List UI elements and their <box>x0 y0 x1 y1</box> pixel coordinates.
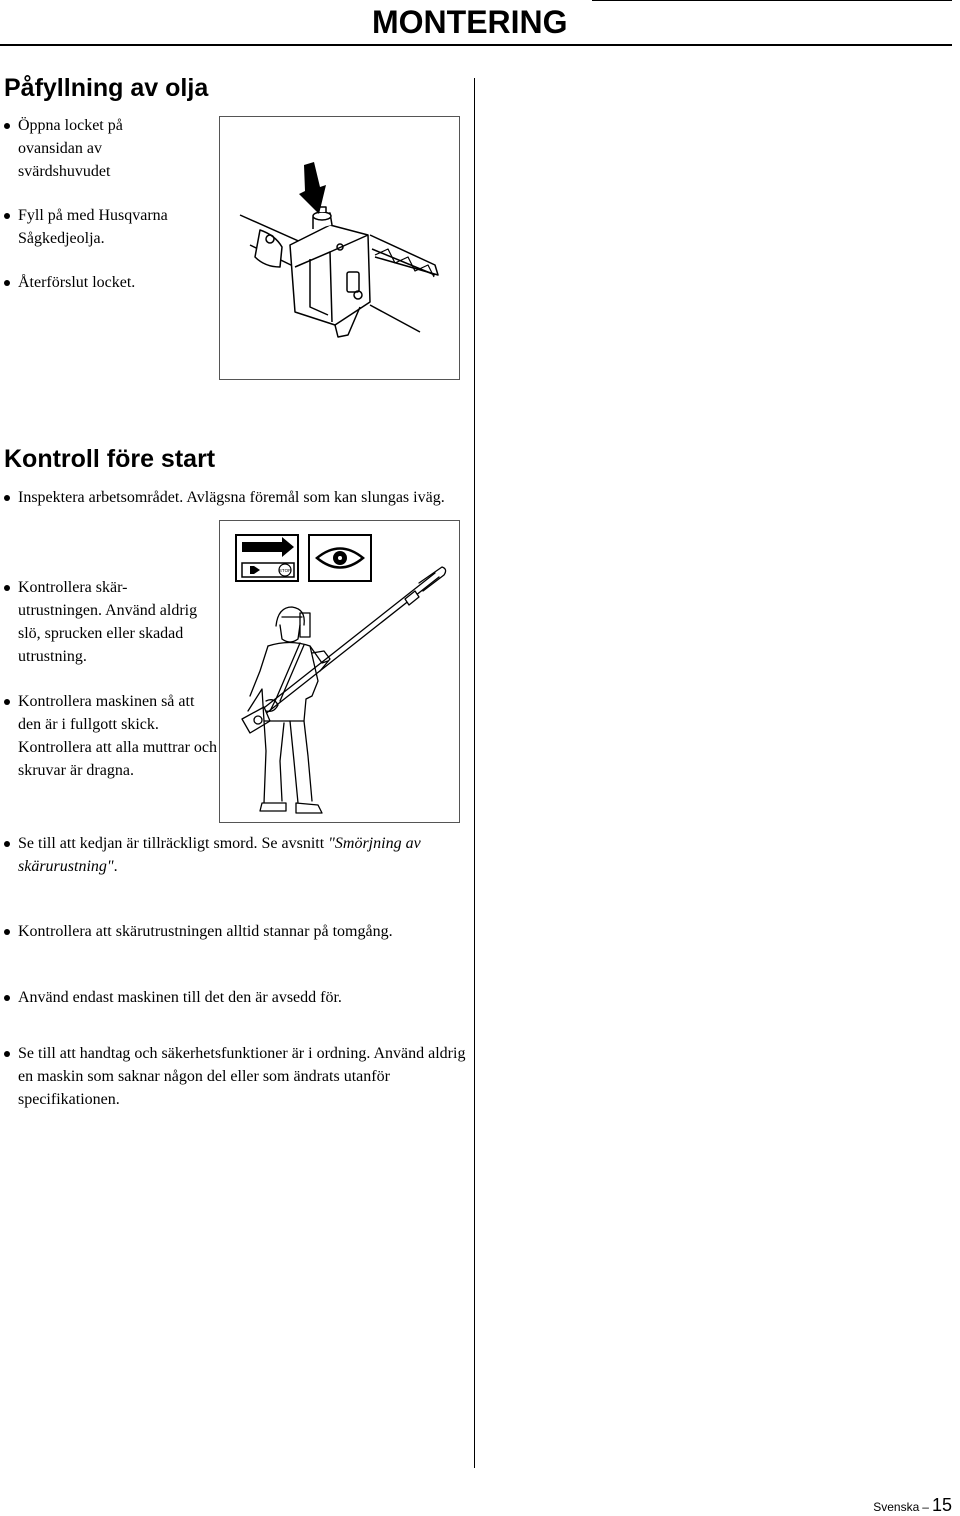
list-item: Kontrollera skär-utrustningen. Använd aldrig slö, sprucken eller skadad utrustning. <box>0 576 208 668</box>
list-item: Fyll på med Husqvarna Sågkedjeolja. <box>0 204 208 250</box>
page-section-title: MONTERING <box>372 4 568 40</box>
check-list-top <box>0 486 478 509</box>
pre-start-check-illustration <box>219 520 460 823</box>
oil-fill-illustration <box>219 116 460 380</box>
lubrication-reference: "Smörjning av skärurustning" <box>18 835 421 875</box>
operator-figure <box>242 567 446 813</box>
check-list-narrow <box>0 576 218 782</box>
oil-cap-arrow-icon <box>220 117 459 379</box>
check-list-bottom <box>0 920 478 1111</box>
footer-dash: – <box>922 1500 929 1514</box>
list-item: Öppna locket på ovansidan av svärdshuvudet <box>0 114 168 183</box>
oil-section-heading: Påfyllning av olja <box>4 74 209 102</box>
page-number: 15 <box>931 1495 952 1515</box>
check-list-lubrication <box>0 832 478 878</box>
eye-protection-icon <box>309 535 371 581</box>
oil-steps-list <box>0 114 208 294</box>
header-top-rule <box>592 0 952 1</box>
page-footer <box>873 1495 952 1516</box>
svg-text:STOP: STOP <box>278 568 292 573</box>
footer-language: Svenska <box>873 1500 920 1514</box>
stop-switch-icon <box>236 535 298 581</box>
lubrication-suffix: . <box>113 858 118 875</box>
list-item: Kontrollera maskinen så att den är i fullgott skick. Kontrollera att alla muttrar och skruvar är dragna. <box>0 690 218 782</box>
check-section-heading: Kontroll före start <box>4 445 216 473</box>
list-item: Se till att handtag och säkerhetsfunktioner är i ordning. Använd aldrig en maskin som saknar någon del eller som ändrats utanför specifikationen. <box>0 1042 478 1111</box>
header-rule <box>0 44 952 46</box>
list-item: Kontrollera att skärutrustningen alltid stannar på tomgång. <box>0 920 478 943</box>
lubrication-text: Se till att kedjan är tillräckligt smord. Se avsnitt <box>18 835 329 852</box>
list-item: Använd endast maskinen till det den är avsedd för. <box>0 986 478 1009</box>
list-item <box>0 832 478 878</box>
list-item: Inspektera arbetsområdet. Avlägsna föremål som kan slungas iväg. <box>0 486 478 509</box>
column-divider <box>474 78 475 1468</box>
list-item: Återförslut locket. <box>0 271 208 294</box>
